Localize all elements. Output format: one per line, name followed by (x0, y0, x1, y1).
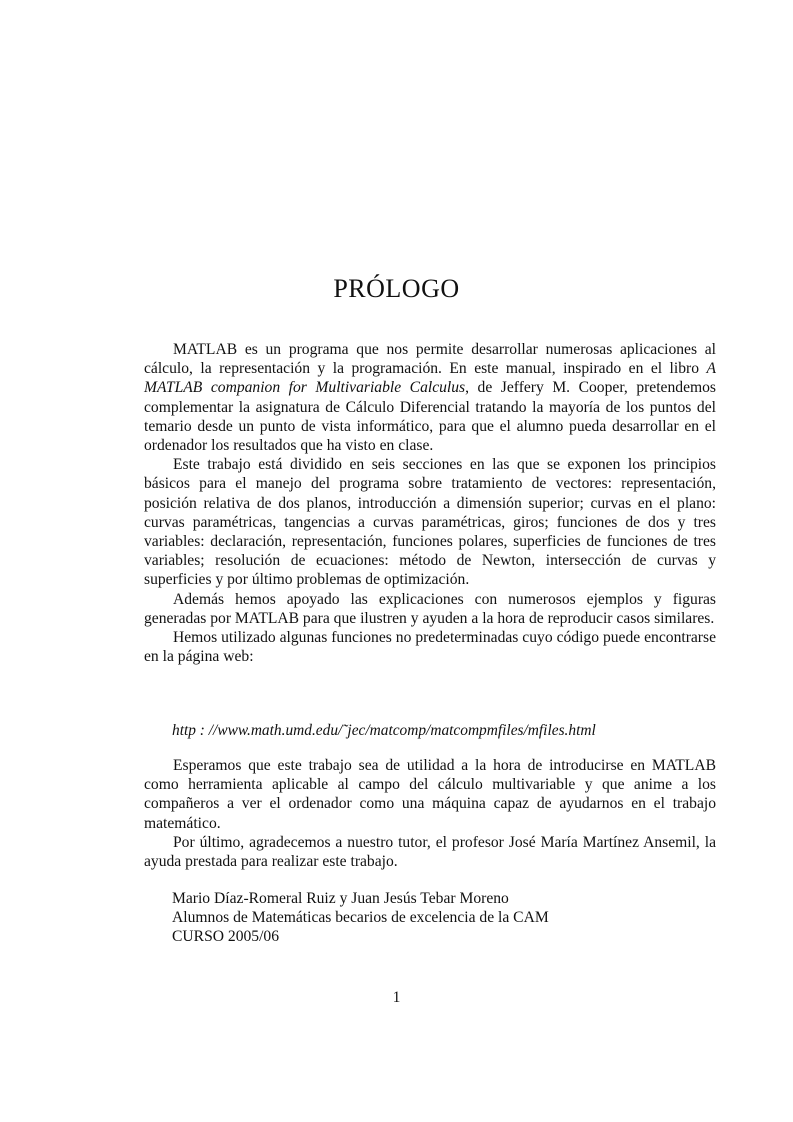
paragraph-1-text-b: , de Jeffery M. Cooper, pretendemos complementar la asignatura de Cálculo Diferencial tratando la mayoría de los puntos del temario desde un punto de vista informático, para que el alumno pueda desarrollar en el ordenador los resultados que ha visto en clase. (144, 379, 716, 455)
signature-block (172, 889, 549, 947)
book-title: A MATLAB companion for Multivariable Calculus (144, 360, 716, 397)
authors: Mario Díaz-Romeral Ruiz y Juan Jesús Tebar Moreno (172, 890, 509, 907)
paragraph-3: Además hemos apoyado las explicaciones con numerosos ejemplos y figuras generadas por MATLAB para que ilustren y ayuden a la hora de reproducir casos similares. (144, 590, 716, 627)
paragraph-6: Por último, agradecemos a nuestro tutor, el profesor José María Martínez Ansemil, la ayuda prestada para realizar este trabajo. (144, 833, 716, 871)
paragraph-4: Hemos utilizado algunas funciones no predeterminadas cuyo código puede encontrarse en la página web: (144, 629, 716, 666)
affiliation: Alumnos de Matemáticas becarios de excelencia de la CAM (172, 909, 549, 927)
prologue-body (144, 340, 716, 666)
page-title: PRÓLOGO (333, 274, 460, 303)
paragraph-2: Este trabajo está dividido en seis secciones en las que se exponen los principios básicos para el manejo del programa sobre tratamiento de vectores: representación, posición relativa de dos planos, introducción a dimensión superior; curvas en el plano: curvas paramétricas, tangencias a curvas paramétricas, giros; funciones de dos y tres variables: declaración, representación, funciones polares, superficies de funciones de tres variables; resolución de ecuaciones: método de Newton, intersección de curvas y superficies y por último problemas de optimización. (144, 456, 716, 589)
course: CURSO 2005/06 (172, 928, 280, 946)
paragraph-5: Esperamos que este trabajo sea de utilidad a la hora de introducirse en MATLAB como herramienta aplicable al campo del cálculo multivariable y que anime a los compañeros a ver el ordenador como una máquina capaz de ayudarnos en el trabajo matemático. (144, 757, 716, 832)
page-number: 1 (392, 989, 401, 1006)
paragraph-1-text-a: MATLAB es un programa que nos permite desarrollar numerosas aplicaciones al cálculo, la representación y la programación. En este manual, inspirado en el libro (144, 341, 716, 378)
paragraph-1 (144, 340, 716, 455)
web-url: http : //www.math.umd.edu/˜jec/matcomp/matcompmfiles/mfiles.html (172, 722, 596, 739)
prologue-closing (144, 756, 716, 871)
